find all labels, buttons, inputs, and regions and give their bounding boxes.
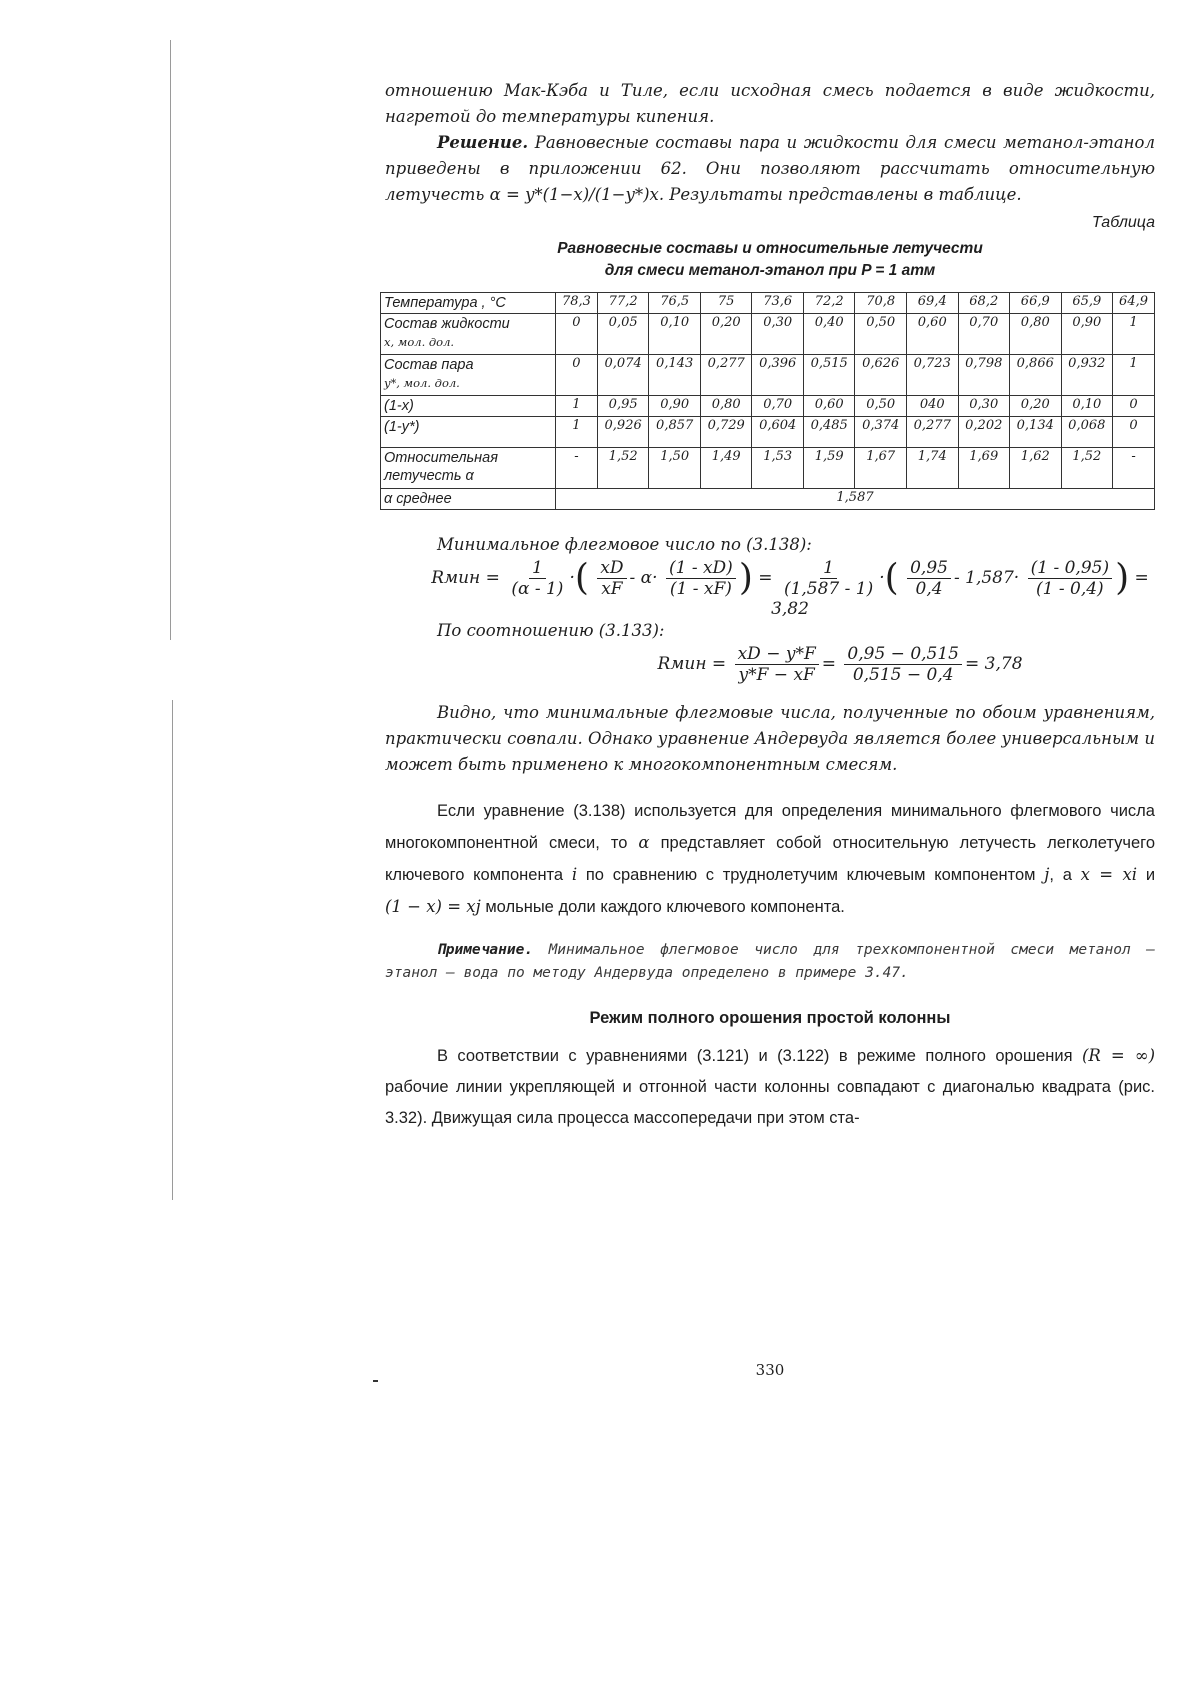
table-cell: 65,9 [1061, 293, 1113, 314]
table-cell: - [1113, 448, 1155, 489]
table-cell: 0,20 [700, 314, 752, 355]
table-cell: 1,74 [906, 448, 958, 489]
table-caption-line2: для смеси метанол-этанол при P = 1 атм [604, 262, 936, 279]
table-cell: 0,05 [597, 314, 649, 355]
scan-edge-line [170, 40, 171, 640]
table-row-average [381, 489, 1155, 510]
table-cell: 1,52 [597, 448, 649, 489]
table-cell: 64,9 [1113, 293, 1155, 314]
table-cell: 0,70 [958, 314, 1010, 355]
table-cell: 0,80 [1010, 314, 1062, 355]
table-cell: 0,50 [855, 314, 907, 355]
table-cell: 70,8 [855, 293, 907, 314]
table-cell: 77,2 [597, 293, 649, 314]
table-cell: 0,729 [700, 417, 752, 448]
table-cell: 0,95 [597, 396, 649, 417]
table-row [381, 396, 1155, 417]
table-cell: 0,30 [752, 314, 804, 355]
table-cell: 0,866 [1010, 355, 1062, 396]
section-title: Режим полного орошения простой колонны [589, 1009, 951, 1027]
intro-paragraph: отношению Мак-Кэба и Тиле, если исходная смесь подается в виде жидкости, нагретой до температуры кипения. [385, 81, 1155, 126]
table-cell: 0,40 [803, 314, 855, 355]
formula2-lhs: Rмин [657, 654, 707, 674]
table-cell: 0,30 [958, 396, 1010, 417]
fraction: $\frac{xD - y*F}{y*F - xF}$ [735, 644, 819, 685]
row-header: Относительная летучесть α [381, 448, 556, 489]
table-row [381, 293, 1155, 314]
table-cell: 0,277 [906, 417, 958, 448]
row-header-sub: y*, мол. дол. [384, 376, 460, 390]
equilibrium-table [380, 292, 1155, 510]
formula2-result: 3,78 [984, 654, 1023, 674]
table-cell: 0,20 [1010, 396, 1062, 417]
table-cell: 0,857 [649, 417, 701, 448]
average-value: 1,587 [556, 489, 1155, 510]
row-header: (1-x) [381, 396, 556, 417]
full-reflux-paragraph: В соответствии с уравнениями (3.121) и (3.122) в режиме полного орошения (R = ∞) рабочие линии укрепляющей и отгонной части колонны совпадают с диагональю квадрата (рис. 3.32). Движущая сила процесса массопередачи при этом ста- [385, 1046, 1156, 1127]
table-cell: 0 [556, 314, 598, 355]
fraction: $\frac{(1 - 0,95)}{(1 - 0,4)}$ [1028, 558, 1112, 599]
table-row [381, 448, 1155, 489]
note-text: Минимальное флегмовое число для трехкомпонентной смеси метанол – этанол – вода по методу Андервуда определено в примере 3.47. [385, 942, 1155, 981]
table-cell: 76,5 [649, 293, 701, 314]
row-header-main: Состав жидкости [384, 316, 510, 332]
table-caption [385, 238, 1155, 282]
table-cell: 0,10 [1061, 396, 1113, 417]
table-cell: 1,69 [958, 448, 1010, 489]
solution-text-end: . Результаты представлены в таблице. [658, 185, 1022, 204]
table-cell: 1,49 [700, 448, 752, 489]
table-cell: 66,9 [1010, 293, 1062, 314]
volatility-formula: α = y*(1−x)/(1−y*)x [489, 185, 659, 204]
note-label: Примечание. [437, 942, 534, 958]
row-header: Температура , °С [381, 293, 556, 314]
formula-3-133: Rмин = $\frac{xD - y*F}{y*F - xF}$ = $\frac{0,95 - 0,515}{0,515 - 0,4}$ = 3,78 [657, 644, 1023, 685]
table-cell: 0,143 [649, 355, 701, 396]
table-caption-line1: Равновесные составы и относительные летучести [557, 240, 983, 257]
table-cell: 1 [1113, 314, 1155, 355]
table-cell: 0 [1113, 417, 1155, 448]
formula1-result: 3,82 [771, 599, 809, 619]
table-cell: 1 [556, 417, 598, 448]
fraction: $\frac{1}{(\alpha - 1)}$ [511, 558, 564, 599]
table-cell: 1,59 [803, 448, 855, 489]
row-header-main: Состав пара [384, 357, 474, 373]
table-cell: 0,798 [958, 355, 1010, 396]
scan-mark [373, 1380, 378, 1382]
table-cell: 0,485 [803, 417, 855, 448]
row-header [381, 314, 556, 355]
ratio-intro: По соотношению (3.133): [437, 621, 665, 640]
row-header-sub: x, мол. дол. [384, 335, 455, 349]
min-reflux-intro: Минимальное флегмовое число по (3.138): [437, 535, 812, 554]
table-cell: 0,723 [906, 355, 958, 396]
table-cell: 0,134 [1010, 417, 1062, 448]
solution-text: Равновесные составы пара и жидкости для смеси метанол-этанол приведены в приложении 62. Они позволяют рассчитать относительную летучесть [385, 133, 1155, 204]
scan-edge-line [172, 700, 173, 1200]
table-cell: 0,396 [752, 355, 804, 396]
table-cell: 0 [1113, 396, 1155, 417]
table-cell: 0,926 [597, 417, 649, 448]
table-cell: 69,4 [906, 293, 958, 314]
table-cell: 0 [556, 355, 598, 396]
table-cell: 0,515 [803, 355, 855, 396]
table-cell: 0,604 [752, 417, 804, 448]
solution-label: Решение. [437, 133, 529, 152]
table-cell: 1,52 [1061, 448, 1113, 489]
table-cell: 1,62 [1010, 448, 1062, 489]
table-cell: 0,90 [649, 396, 701, 417]
fraction: $\frac{1}{(1,587 - 1)}$ [783, 558, 874, 599]
table-cell: 1,53 [752, 448, 804, 489]
table-cell: 0,068 [1061, 417, 1113, 448]
fraction: $\frac{xD}{xF}$ [597, 558, 626, 599]
table-cell: 1,50 [649, 448, 701, 489]
row-header: (1-y*) [381, 417, 556, 448]
table-cell: 75 [700, 293, 752, 314]
table-cell: - [556, 448, 598, 489]
table-cell: 0,202 [958, 417, 1010, 448]
table-cell: 68,2 [958, 293, 1010, 314]
row-header [381, 355, 556, 396]
row-header: α среднее [381, 489, 556, 510]
fraction: $\frac{(1 - xD)}{(1 - xF)}$ [666, 558, 736, 599]
table-cell: 72,2 [803, 293, 855, 314]
table-cell: 0,60 [803, 396, 855, 417]
page-number: 330 [755, 1361, 785, 1379]
table-cell: 0,10 [649, 314, 701, 355]
table-cell: 0,90 [1061, 314, 1113, 355]
table-cell: 1 [556, 396, 598, 417]
multicomponent-paragraph: Если уравнение (3.138) используется для определения минимального флегмового числа многокомпонентной смеси, то α представляет собой относительную летучесть легколетучего ключевого компонента i по сравнению с труднолетучим ключевым компонентом j, а x = xi и (1 − x) = xj мольные доли каждого ключевого компонента. [385, 802, 1156, 916]
fraction: $\frac{0,95}{0,4}$ [907, 558, 951, 599]
solution-paragraph [385, 130, 1155, 208]
table-row [381, 314, 1155, 355]
table-cell: 0,80 [700, 396, 752, 417]
table-cell: 0,70 [752, 396, 804, 417]
table-cell: 040 [906, 396, 958, 417]
table-cell: 0,626 [855, 355, 907, 396]
table-cell: 73,6 [752, 293, 804, 314]
table-cell: 1,67 [855, 448, 907, 489]
table-cell: 78,3 [556, 293, 598, 314]
fraction: $\frac{0,95 - 0,515}{0,515 - 0,4}$ [844, 644, 962, 685]
page-content [384, 78, 1156, 1379]
table-row [381, 417, 1155, 448]
table-cell: 0,932 [1061, 355, 1113, 396]
formula1-lhs: Rмин [431, 568, 481, 588]
table-cell: 1 [1113, 355, 1155, 396]
conclusion-paragraph: Видно, что минимальные флегмовые числа, полученные по обоим уравнениям, практически совпали. Однако уравнение Андервуда является более универсальным и может быть применено к многокомпонентным смесям. [385, 703, 1155, 774]
table-cell: 0,50 [855, 396, 907, 417]
table-cell: 0,374 [855, 417, 907, 448]
table-cell: 0,074 [597, 355, 649, 396]
table-label: Таблица [1091, 214, 1155, 231]
table-cell: 0,277 [700, 355, 752, 396]
note-paragraph [385, 939, 1155, 985]
formula-3-138: Rмин = $\frac{1}{(\alpha - 1)}$ ·( $\frac{xD}{xF}$ - α· $\frac{(1 - xD)}{(1 - xF)}$ ) = $\frac{1}{(1,587 - 1)}$ ·( $\frac{0,95}{0,4}$ - 1,587· $\frac{(1 - 0,95)}{(1 - 0,4)}$ ) = 3,82 [431, 557, 1149, 619]
table-row [381, 355, 1155, 396]
table-cell: 0,60 [906, 314, 958, 355]
